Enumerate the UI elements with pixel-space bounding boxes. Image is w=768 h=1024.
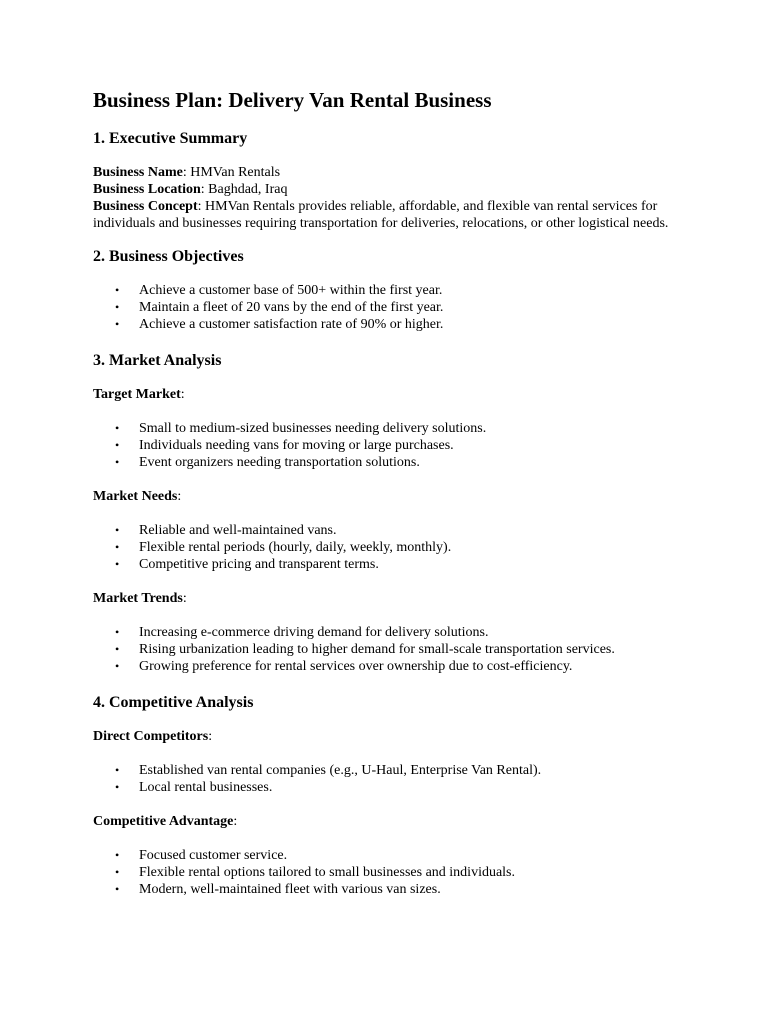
list-item: • Local rental businesses. [115, 780, 273, 795]
bullet-icon: • [115, 421, 120, 435]
market-needs-label-line: Market Needs: [93, 489, 182, 504]
executive-summary-block [93, 164, 683, 232]
heading-business-objectives: 2. Business Objectives [93, 248, 244, 265]
direct-competitors-label-line: Direct Competitors: [93, 729, 213, 744]
list-item: • Rising urbanization leading to higher demand for small-scale transportation services. [115, 642, 615, 657]
list-item: • Maintain a fleet of 20 vans by the end of the first year. [115, 300, 444, 315]
business-concept-value: : HMVan Rentals provides reliable, affordable, and flexible van rental services for individuals and businesses requiring transportation for deliveries, relocations, or other logistical needs. [93, 199, 669, 231]
bullet-icon: • [115, 882, 120, 896]
bullet-icon: • [115, 300, 120, 314]
list-item: • Flexible rental periods (hourly, daily, weekly, monthly). [115, 540, 452, 555]
bullet-icon: • [115, 455, 120, 469]
target-market-label: Target Market [93, 387, 181, 402]
target-market-list [93, 420, 683, 471]
market-needs-label: Market Needs [93, 489, 178, 504]
list-item: • Established van rental companies (e.g., U-Haul, Enterprise Van Rental). [115, 763, 542, 778]
bullet-icon: • [115, 865, 120, 879]
bullet-icon: • [115, 659, 120, 673]
competitive-advantage-label-line: Competitive Advantage: [93, 814, 238, 829]
list-item: • Achieve a customer base of 500+ within the first year. [115, 283, 443, 298]
business-concept-line [93, 198, 683, 232]
business-location-label: Business Location [93, 182, 201, 197]
list-item: • Small to medium-sized businesses needing delivery solutions. [115, 421, 487, 436]
document-page [93, 86, 683, 915]
bullet-icon: • [115, 780, 120, 794]
market-needs-list [93, 522, 683, 573]
market-trends-label: Market Trends [93, 591, 183, 606]
bullet-icon: • [115, 540, 120, 554]
bullet-icon: • [115, 557, 120, 571]
document-title: Business Plan: Delivery Van Rental Business [93, 88, 492, 112]
bullet-icon: • [115, 283, 120, 297]
business-location-line [93, 181, 683, 198]
business-concept-label: Business Concept [93, 199, 198, 214]
competitive-advantage-list [93, 847, 683, 898]
list-item: • Event organizers needing transportation solutions. [115, 455, 420, 470]
business-location-value: : Baghdad, Iraq [200, 182, 288, 197]
market-trends-list [93, 624, 683, 675]
objectives-list [93, 282, 683, 333]
bullet-icon: • [115, 317, 120, 331]
bullet-icon: • [115, 438, 120, 452]
list-item: • Individuals needing vans for moving or large purchases. [115, 438, 454, 453]
direct-competitors-list [93, 762, 683, 796]
business-name-value: : HMVan Rentals [182, 165, 281, 180]
bullet-icon: • [115, 523, 120, 537]
heading-executive-summary: 1. Executive Summary [93, 130, 248, 147]
business-name-line [93, 164, 683, 181]
heading-market-analysis: 3. Market Analysis [93, 352, 222, 369]
list-item: • Achieve a customer satisfaction rate of 90% or higher. [115, 317, 444, 332]
list-item: • Competitive pricing and transparent terms. [115, 557, 379, 572]
list-item: • Increasing e-commerce driving demand for delivery solutions. [115, 625, 489, 640]
list-item: • Flexible rental options tailored to small businesses and individuals. [115, 865, 516, 880]
target-market-label-line: Target Market: [93, 387, 185, 402]
bullet-icon: • [115, 642, 120, 656]
heading-competitive-analysis: 4. Competitive Analysis [93, 694, 254, 711]
list-item: • Growing preference for rental services over ownership due to cost-efficiency. [115, 659, 573, 674]
market-trends-label-line: Market Trends: [93, 591, 187, 606]
bullet-icon: • [115, 625, 120, 639]
direct-competitors-label: Direct Competitors [93, 729, 209, 744]
bullet-icon: • [115, 848, 120, 862]
list-item: • Modern, well-maintained fleet with various van sizes. [115, 882, 441, 897]
business-name-label: Business Name [93, 165, 183, 180]
bullet-icon: • [115, 763, 120, 777]
list-item: • Reliable and well-maintained vans. [115, 523, 337, 538]
list-item: • Focused customer service. [115, 848, 288, 863]
competitive-advantage-label: Competitive Advantage [93, 814, 234, 829]
